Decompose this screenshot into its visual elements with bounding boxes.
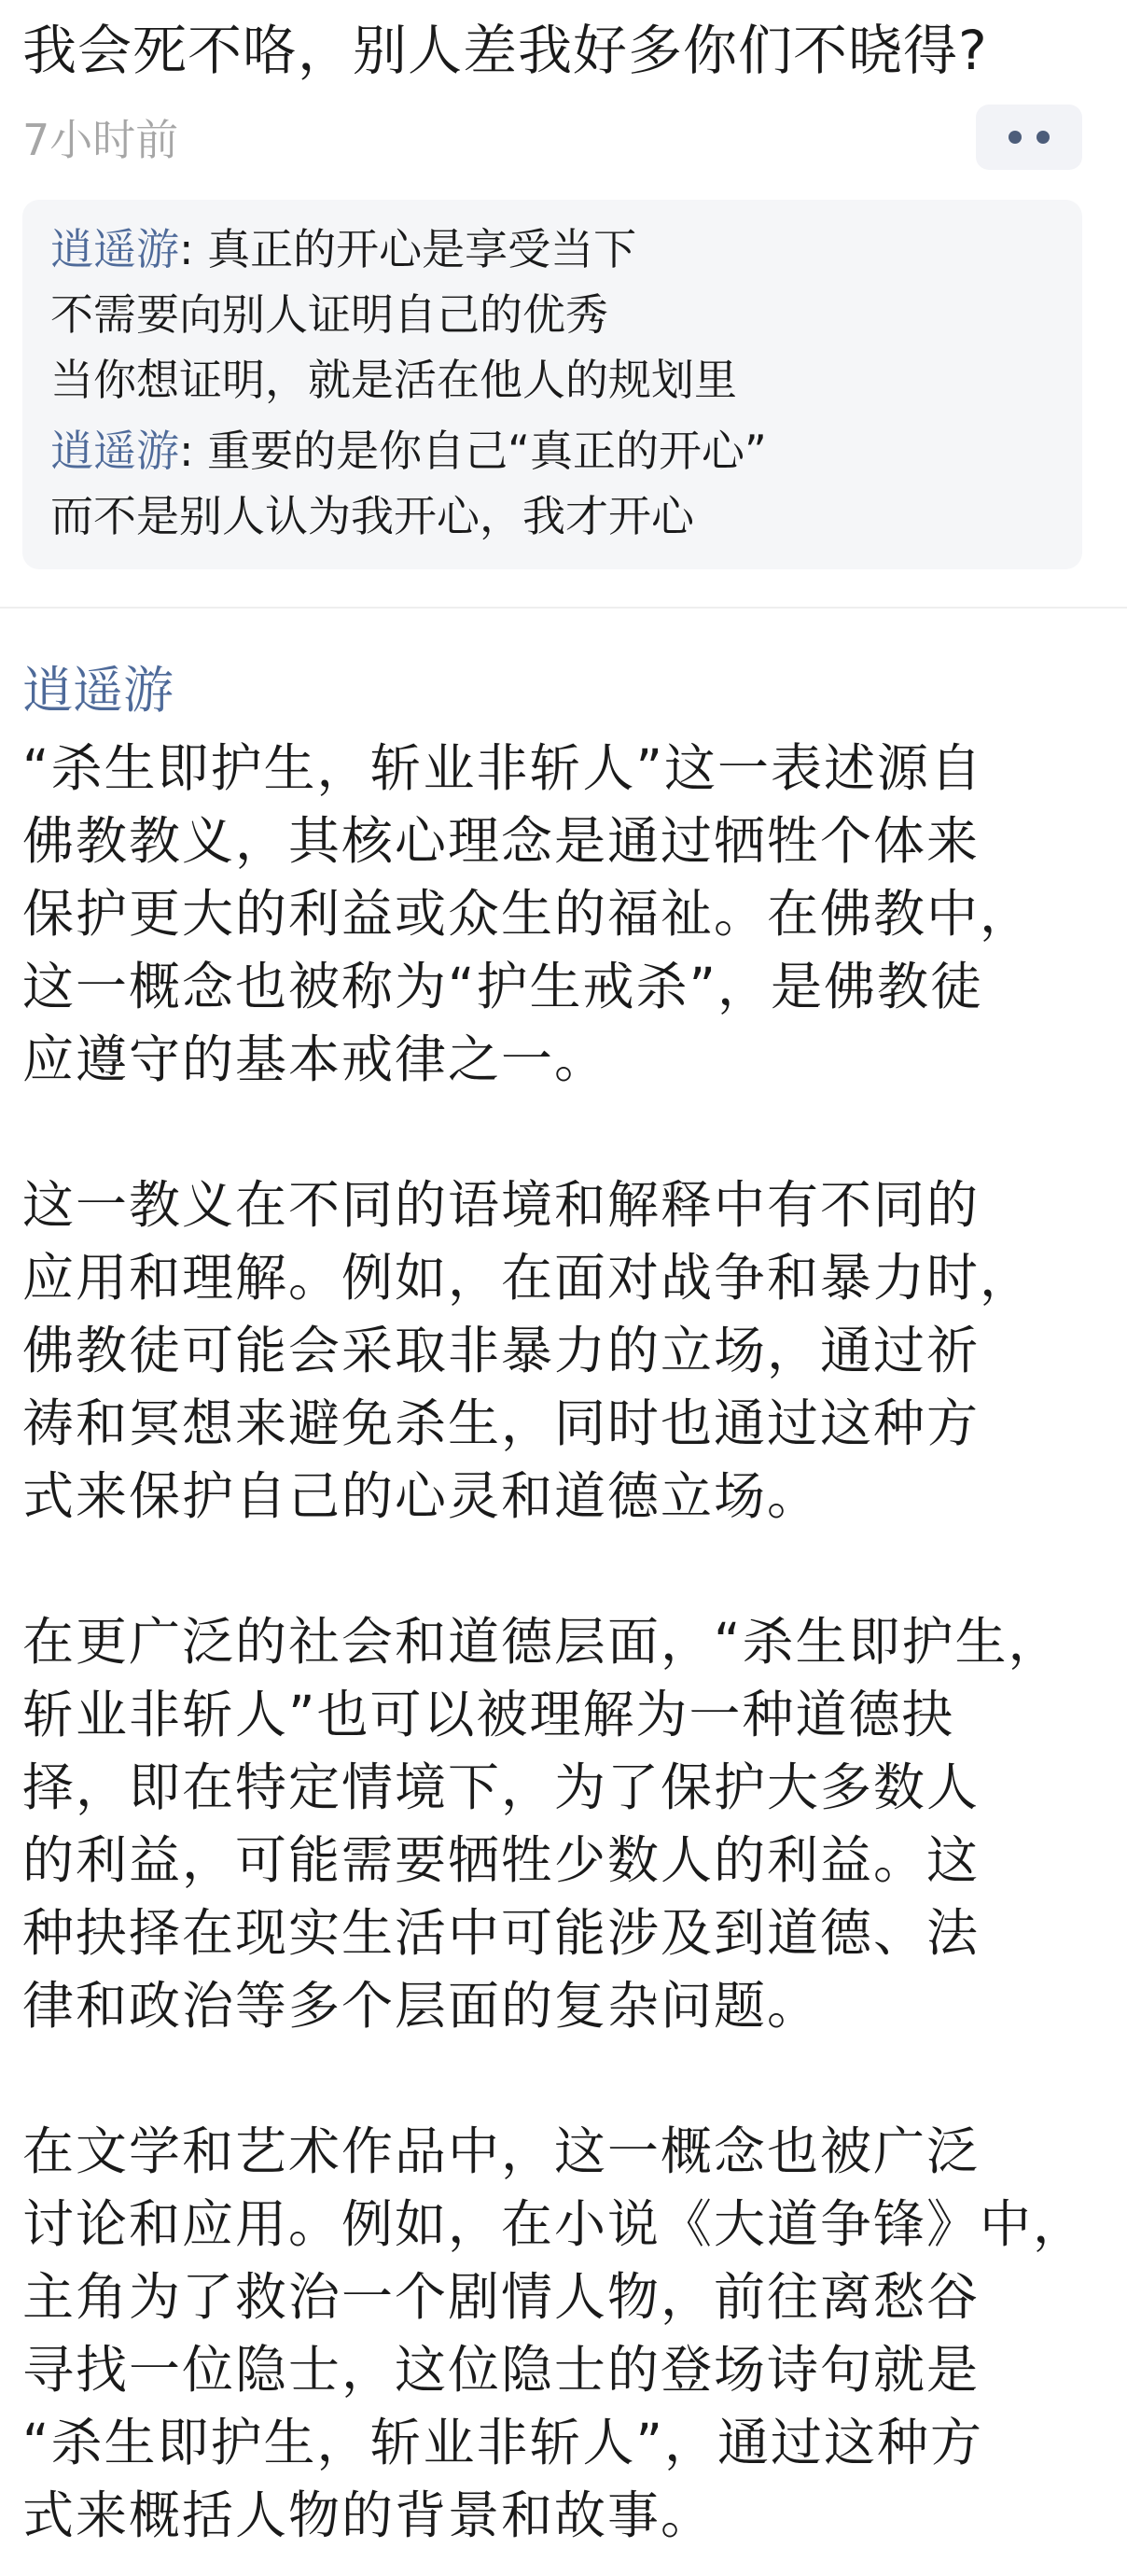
reply-author[interactable]: 逍遥游 [50,426,179,476]
comment-line: 这一教义在不同的语境和解释中有不同的 [22,1175,981,1235]
reply-first-line [50,217,1054,282]
post-title: 我会死不咯，别人差我好多你们不晓得? [22,19,988,82]
more-options-button[interactable] [976,105,1082,170]
comment-line: 祷和冥想来避免杀生，同时也通过这种方 [22,1393,981,1453]
comment-line: 讨论和应用。例如，在小说《大道争锋》中， [22,2194,1087,2254]
reply-item[interactable] [50,418,1054,549]
post-meta [22,105,1082,175]
more-dots-icon [1009,131,1022,144]
comment-paragraph [22,732,1110,1096]
comment-paragraph [22,1169,1110,1533]
comment-line: 律和政治等多个层面的复杂问题。 [22,1976,821,2036]
comment-line: 这一概念也被称为“护生戒杀”，是佛教徒 [22,957,983,1016]
reply-text: : 真正的开心是享受当下 [179,224,637,274]
comment-line: 在文学和艺术作品中，这一概念也被广泛 [22,2121,981,2181]
reply-item[interactable] [50,217,1054,413]
comment-line: 择，即在特定情境下，为了保护大多数人 [22,1757,981,1817]
comment-line: 式来概括人物的背景和故事。 [22,2485,715,2545]
comment-author[interactable]: 逍遥游 [22,661,174,720]
comment-line: 应用和理解。例如，在面对战争和暴力时， [22,1248,1034,1308]
comment-body [22,732,1110,2552]
comment-line: 保护更大的利益或众生的福祉。在佛教中， [22,884,1034,944]
comment-line: 佛教教义，其核心理念是通过牺牲个体来 [22,811,981,871]
comment-paragraph [22,1605,1110,2042]
reply-first-line [50,418,1054,483]
divider [0,607,1127,609]
reply-text: : 重要的是你自己“真正的开心” [179,426,767,476]
reply-text: 而不是别人认为我开心，我才开心 [50,491,694,541]
comment-line: “杀生即护生，斩业非斩人”，通过这种方 [22,2413,983,2472]
comment-line: 在更广泛的社会和道德层面，“杀生即护生， [22,1612,1062,1672]
comment-line: 斩业非斩人”也可以被理解为一种道德抉 [22,1685,955,1744]
reply-text: 当你想证明，就是活在他人的规划里 [50,355,737,405]
comment-line: 寻找一位隐士，这位隐士的登场诗句就是 [22,2340,981,2400]
comment-line: 种抉择在现实生活中可能涉及到道德、法 [22,1903,981,1963]
reply-author[interactable]: 逍遥游 [50,224,179,274]
reply-list [22,200,1082,569]
comment-line: 式来保护自己的心灵和道德立场。 [22,1466,821,1526]
more-dots-icon [1037,131,1050,144]
comment-line: “杀生即护生，斩业非斩人”这一表述源自 [22,738,983,798]
comment-paragraph [22,2115,1110,2552]
reply-text: 不需要向别人证明自己的优秀 [50,289,608,340]
comment-line: 应遵守的基本戒律之一。 [22,1029,608,1089]
comment-line: 的利益，可能需要牺牲少数人的利益。这 [22,1830,981,1890]
comment-line: 主角为了救治一个剧情人物，前往离愁谷 [22,2267,981,2327]
comment-line: 佛教徒可能会采取非暴力的立场，通过祈 [22,1321,981,1380]
post-time: 7小时前 [22,115,179,165]
